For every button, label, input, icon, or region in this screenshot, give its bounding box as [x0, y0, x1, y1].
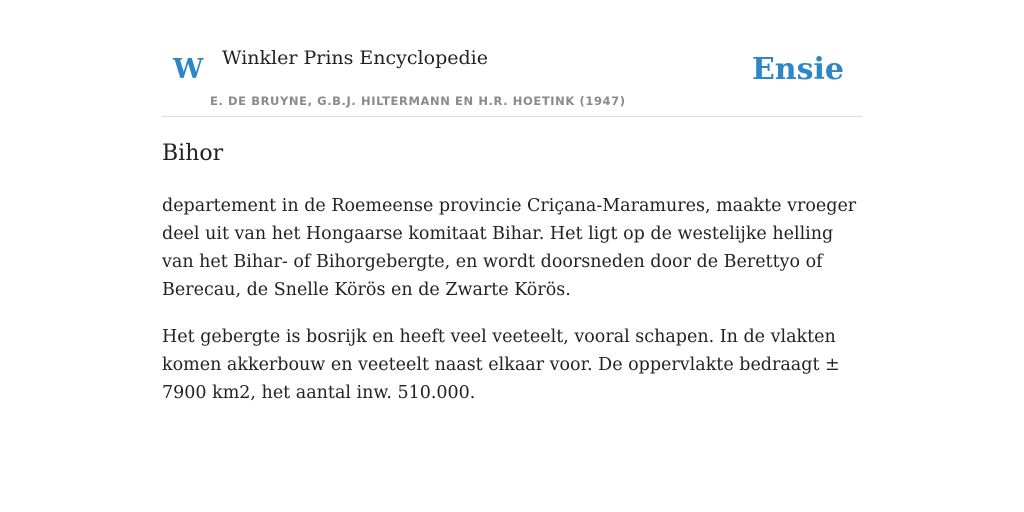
source-logo-icon: W	[173, 54, 204, 85]
source-title[interactable]: Winkler Prins Encyclopedie	[222, 47, 488, 69]
source-authors: E. DE BRUYNE, G.B.J. HILTERMANN EN H.R. HOETINK (1947)	[210, 94, 626, 108]
article	[162, 138, 862, 407]
ensie-logo-link[interactable]: Ensie	[751, 52, 844, 87]
article-paragraph: departement in de Roemeense provincie Criçana-Maramures, maakte vroeger deel uit van het Hongaarse komitaat Bihar. Het ligt op de westelijke helling van het Bihar- of Bihorgebergte, en wordt doorsneden door de Berettyo of Berecau, de Snelle Körös en de Zwarte Körös.	[162, 196, 857, 300]
source-header	[162, 0, 862, 117]
article-headword: Bihor	[162, 141, 224, 166]
article-paragraph: Het gebergte is bosrijk en heeft veel veeteelt, vooral schapen. In de vlakten komen akkerbouw en veeteelt naast elkaar voor. De oppervlakte bedraagt ± 7900 km2, het aantal inw. 510.000.	[162, 327, 840, 403]
